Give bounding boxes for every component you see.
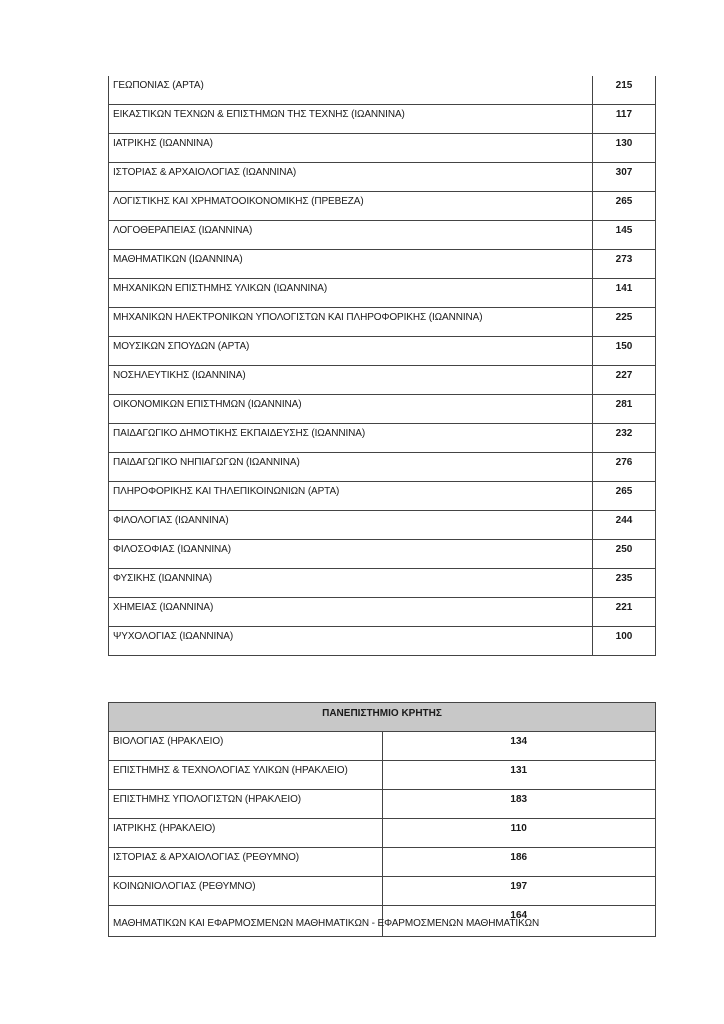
department-value: 225 bbox=[593, 308, 656, 337]
department-name: ΟΙΚΟΝΟΜΙΚΩΝ ΕΠΙΣΤΗΜΩΝ (ΙΩΑΝΝΙΝΑ) bbox=[109, 395, 593, 424]
department-name: ΜΟΥΣΙΚΩΝ ΣΠΟΥΔΩΝ (ΑΡΤΑ) bbox=[109, 337, 593, 366]
department-value: 244 bbox=[593, 511, 656, 540]
department-value: 307 bbox=[593, 163, 656, 192]
university-title: ΠΑΝΕΠΙΣΤΗΜΙΟ ΚΡΗΤΗΣ bbox=[109, 703, 656, 732]
department-value: 183 bbox=[382, 790, 656, 819]
department-name: ΙΑΤΡΙΚΗΣ (ΙΩΑΝΝΙΝΑ) bbox=[109, 134, 593, 163]
table-row bbox=[109, 877, 656, 906]
department-name: ΜΑΘΗΜΑΤΙΚΩΝ (ΙΩΑΝΝΙΝΑ) bbox=[109, 250, 593, 279]
department-value: 215 bbox=[593, 76, 656, 105]
department-name: ΦΙΛΟΣΟΦΙΑΣ (ΙΩΑΝΝΙΝΑ) bbox=[109, 540, 593, 569]
department-value: 276 bbox=[593, 453, 656, 482]
department-name: ΙΑΤΡΙΚΗΣ (ΗΡΑΚΛΕΙΟ) bbox=[109, 819, 383, 848]
department-value: 145 bbox=[593, 221, 656, 250]
department-value: 186 bbox=[382, 848, 656, 877]
department-value: 265 bbox=[593, 192, 656, 221]
table-row bbox=[109, 221, 656, 250]
department-name: ΕΠΙΣΤΗΜΗΣ ΥΠΟΛΟΓΙΣΤΩΝ (ΗΡΑΚΛΕΙΟ) bbox=[109, 790, 383, 819]
department-value: 150 bbox=[593, 337, 656, 366]
table-row bbox=[109, 134, 656, 163]
department-value: 164 bbox=[382, 906, 656, 937]
department-name: ΙΣΤΟΡΙΑΣ & ΑΡΧΑΙΟΛΟΓΙΑΣ (ΙΩΑΝΝΙΝΑ) bbox=[109, 163, 593, 192]
department-name: ΒΙΟΛΟΓΙΑΣ (ΗΡΑΚΛΕΙΟ) bbox=[109, 732, 383, 761]
department-name: ΙΣΤΟΡΙΑΣ & ΑΡΧΑΙΟΛΟΓΙΑΣ (ΡΕΘΥΜΝΟ) bbox=[109, 848, 383, 877]
department-value: 117 bbox=[593, 105, 656, 134]
department-value: 281 bbox=[593, 395, 656, 424]
department-name: ΜΑΘΗΜΑΤΙΚΩΝ ΚΑΙ ΕΦΑΡΜΟΣΜΕΝΩΝ ΜΑΘΗΜΑΤΙΚΩΝ - ΕΦΑΡΜΟΣΜΕΝΩΝ ΜΑΘΗΜΑΤΙΚΩΝ bbox=[109, 906, 383, 937]
department-name: ΛΟΓΟΘΕΡΑΠΕΙΑΣ (ΙΩΑΝΝΙΝΑ) bbox=[109, 221, 593, 250]
department-name: ΦΥΣΙΚΗΣ (ΙΩΑΝΝΙΝΑ) bbox=[109, 569, 593, 598]
departments-table-crete bbox=[108, 702, 656, 937]
department-value: 100 bbox=[593, 627, 656, 656]
table-row bbox=[109, 511, 656, 540]
table-row bbox=[109, 308, 656, 337]
department-name: ΕΠΙΣΤΗΜΗΣ & ΤΕΧΝΟΛΟΓΙΑΣ ΥΛΙΚΩΝ (ΗΡΑΚΛΕΙΟ) bbox=[109, 761, 383, 790]
table-row bbox=[109, 627, 656, 656]
department-name: ΓΕΩΠΟΝΙΑΣ (ΑΡΤΑ) bbox=[109, 76, 593, 105]
department-name: ΠΛΗΡΟΦΟΡΙΚΗΣ ΚΑΙ ΤΗΛΕΠΙΚΟΙΝΩΝΙΩΝ (ΑΡΤΑ) bbox=[109, 482, 593, 511]
department-name: ΦΙΛΟΛΟΓΙΑΣ (ΙΩΑΝΝΙΝΑ) bbox=[109, 511, 593, 540]
table-row bbox=[109, 453, 656, 482]
department-value: 141 bbox=[593, 279, 656, 308]
table-row bbox=[109, 163, 656, 192]
department-value: 131 bbox=[382, 761, 656, 790]
department-value: 134 bbox=[382, 732, 656, 761]
table-row bbox=[109, 819, 656, 848]
table-row bbox=[109, 424, 656, 453]
departments-table-ioannina bbox=[108, 76, 656, 656]
department-name: ΜΗΧΑΝΙΚΩΝ ΕΠΙΣΤΗΜΗΣ ΥΛΙΚΩΝ (ΙΩΑΝΝΙΝΑ) bbox=[109, 279, 593, 308]
department-name: ΚΟΙΝΩΝΙΟΛΟΓΙΑΣ (ΡΕΘΥΜΝΟ) bbox=[109, 877, 383, 906]
department-value: 235 bbox=[593, 569, 656, 598]
department-value: 130 bbox=[593, 134, 656, 163]
department-name: ΜΗΧΑΝΙΚΩΝ ΗΛΕΚΤΡΟΝΙΚΩΝ ΥΠΟΛΟΓΙΣΤΩΝ ΚΑΙ ΠΛΗΡΟΦΟΡΙΚΗΣ (ΙΩΑΝΝΙΝΑ) bbox=[109, 308, 593, 337]
table-row bbox=[109, 598, 656, 627]
table-row bbox=[109, 906, 656, 937]
table-row bbox=[109, 366, 656, 395]
table-row bbox=[109, 848, 656, 877]
table-row bbox=[109, 395, 656, 424]
table-row bbox=[109, 337, 656, 366]
department-name: ΕΙΚΑΣΤΙΚΩΝ ΤΕΧΝΩΝ & ΕΠΙΣΤΗΜΩΝ ΤΗΣ ΤΕΧΝΗΣ (ΙΩΑΝΝΙΝΑ) bbox=[109, 105, 593, 134]
department-value: 265 bbox=[593, 482, 656, 511]
department-name: ΠΑΙΔΑΓΩΓΙΚΟ ΝΗΠΙΑΓΩΓΩΝ (ΙΩΑΝΝΙΝΑ) bbox=[109, 453, 593, 482]
table-row bbox=[109, 279, 656, 308]
department-value: 221 bbox=[593, 598, 656, 627]
department-value: 232 bbox=[593, 424, 656, 453]
table-row bbox=[109, 569, 656, 598]
table-row bbox=[109, 761, 656, 790]
department-value: 273 bbox=[593, 250, 656, 279]
table-header-row bbox=[109, 703, 656, 732]
department-name: ΝΟΣΗΛΕΥΤΙΚΗΣ (ΙΩΑΝΝΙΝΑ) bbox=[109, 366, 593, 395]
department-name: ΠΑΙΔΑΓΩΓΙΚΟ ΔΗΜΟΤΙΚΗΣ ΕΚΠΑΙΔΕΥΣΗΣ (ΙΩΑΝΝΙΝΑ) bbox=[109, 424, 593, 453]
department-name: ΛΟΓΙΣΤΙΚΗΣ ΚΑΙ ΧΡΗΜΑΤΟΟΙΚΟΝΟΜΙΚΗΣ (ΠΡΕΒΕΖΑ) bbox=[109, 192, 593, 221]
department-value: 197 bbox=[382, 877, 656, 906]
department-name: ΧΗΜΕΙΑΣ (ΙΩΑΝΝΙΝΑ) bbox=[109, 598, 593, 627]
table-row bbox=[109, 732, 656, 761]
table-row bbox=[109, 482, 656, 511]
table-row bbox=[109, 790, 656, 819]
department-name: ΨΥΧΟΛΟΓΙΑΣ (ΙΩΑΝΝΙΝΑ) bbox=[109, 627, 593, 656]
table-row bbox=[109, 192, 656, 221]
department-value: 110 bbox=[382, 819, 656, 848]
table-row bbox=[109, 105, 656, 134]
table-row bbox=[109, 76, 656, 105]
department-value: 227 bbox=[593, 366, 656, 395]
table-row bbox=[109, 540, 656, 569]
department-value: 250 bbox=[593, 540, 656, 569]
table-row bbox=[109, 250, 656, 279]
